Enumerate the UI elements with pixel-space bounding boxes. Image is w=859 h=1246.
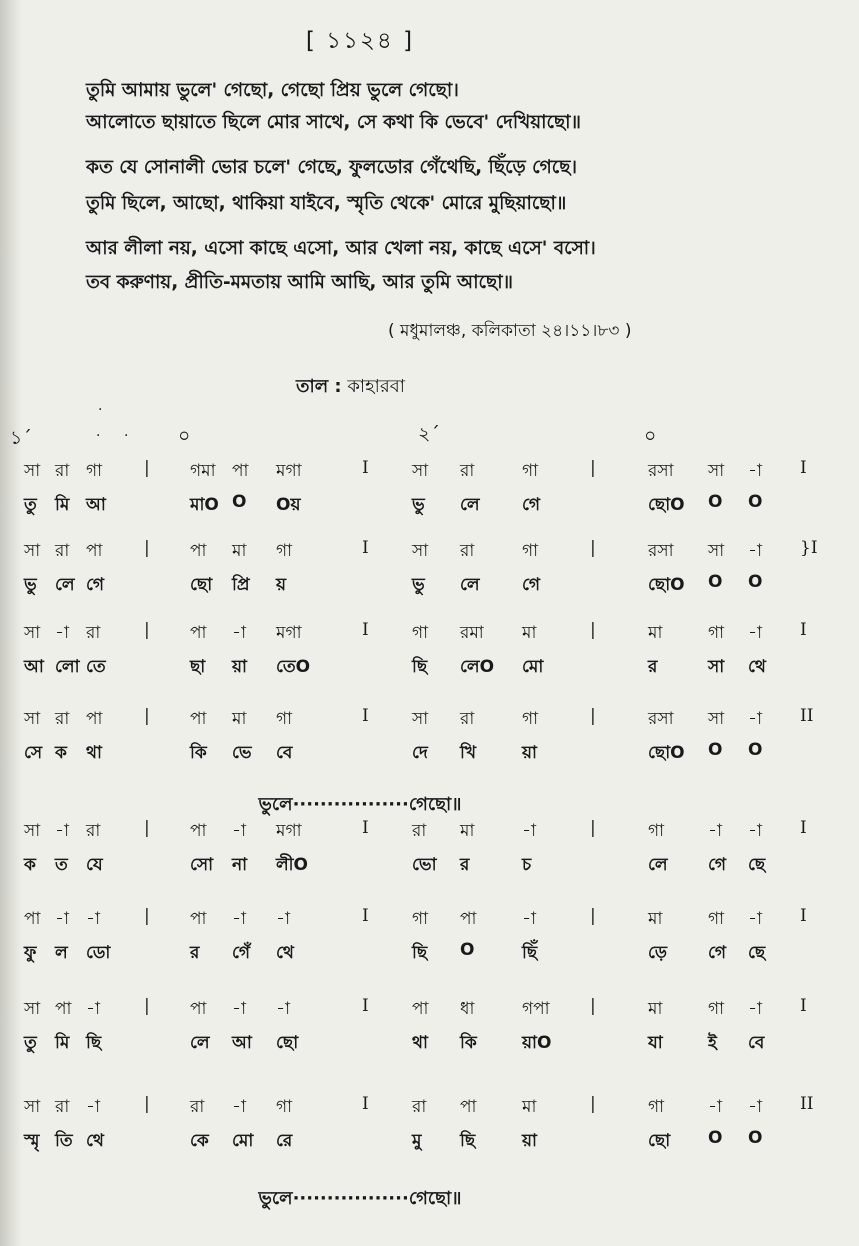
lyric-syllable: মি [55,1033,70,1053]
note: -া [748,1097,762,1117]
lyric-syllable: সা [708,657,725,677]
lyric-syllable: র [460,855,470,875]
lyric-syllable: লে [648,855,668,875]
note: পা [24,909,41,929]
note: রা [55,1097,70,1117]
lyric-syllable: থা [412,1033,428,1053]
lyric-syllable: লো [55,657,80,677]
lyric-syllable: আ [86,495,106,515]
bar-separator: | [590,538,596,558]
note: গা [522,541,539,561]
note: মা [232,541,247,561]
lyric-syllable: ল [55,943,68,963]
verse-line: তুমি ছিলে, আছো, থাকিয়া যাইবে, স্মৃতি থেকে' মোরে মুছিয়াছো॥ [86,193,567,214]
note: গা [412,623,429,643]
section-separator: I [362,458,369,478]
note: সা [412,709,429,729]
section-separator: I [362,1094,369,1114]
notation-row [0,538,859,568]
verse-line: তুমি আমায় ভুলে' গেছো, গেছো প্রিয় ভুলে গেছো। [86,80,459,101]
note: মা [522,1097,537,1117]
note: রা [55,541,70,561]
lyric-syllable: O [748,572,763,592]
note: গপা [522,999,550,1019]
note: -া [232,821,246,841]
lyric-syllable: থে [276,943,294,963]
notation-row [0,818,859,848]
note: সা [24,623,41,643]
section-separator: I [800,906,807,926]
note: পা [460,909,477,929]
note: রা [412,1097,427,1117]
note: পা [232,461,249,481]
lyric-syllable: র [190,943,200,963]
note: -া [748,623,762,643]
bar-separator: | [144,996,150,1016]
note: গা [708,999,725,1019]
section-separator: I [362,620,369,640]
note: রা [460,541,475,561]
note: গা [412,909,429,929]
lyric-syllable: ক [24,855,36,875]
lyric-syllable: ই [708,1033,717,1053]
section-separator: I [362,996,369,1016]
note: সা [708,461,725,481]
lyric-syllable: O [748,740,763,760]
note: -া [276,909,290,929]
note: পা [190,909,207,929]
lyric-syllable: O [708,492,723,512]
bar-separator: | [144,706,150,726]
verse-line: তব করুণায়, প্রীতি-মমতায় আমি আছি, আর তুমি আছো॥ [86,272,514,293]
beat-marker: ১´ [10,427,32,449]
end-marker: II [800,706,814,726]
section-separator: I [362,538,369,558]
lyric-syllable: লেO [460,657,495,677]
lyric-syllable: থে [86,1131,104,1151]
lyric-syllable: লে [55,575,75,595]
lyric-syllable: O [748,492,763,512]
lyric-syllable: মি [55,495,70,515]
lyric-syllable: প্রি [232,575,250,595]
note: পা [412,999,429,1019]
note: -া [55,821,69,841]
note: -া [748,541,762,561]
lyric-syllable: ফু [24,943,37,963]
lyric-syllable: তে [86,657,106,677]
lyric-syllable: লীO [276,855,308,875]
lyric-syllable: ছে [748,855,766,875]
verse-line: আলোতে ছায়াতে ছিলে মোর সাথে, সে কথা কি ভেবে' দেখিয়াছো॥ [86,112,582,133]
note: গা [648,821,665,841]
note: রা [55,709,70,729]
lyric-syllable: যা [648,1033,663,1053]
note: -া [748,709,762,729]
verse-line: আর লীলা নয়, এসো কাছে এসো, আর খেলা নয়, কাছে এসে' বসো। [86,238,596,259]
note: -া [86,999,100,1019]
note: মা [648,909,663,929]
lyric-syllable: তি [55,1131,73,1151]
bar-separator: | [144,620,150,640]
lyric-syllable: কি [190,743,207,763]
note: মা [648,999,663,1019]
note: -া [522,821,536,841]
lyric-syllable: লে [190,1033,210,1053]
lyric-syllable: আ [232,1033,252,1053]
dot-mark: · [124,428,129,444]
note: পা [460,1097,477,1117]
note: মা [522,623,537,643]
section-separator: I [800,996,807,1016]
lyric-syllable: ছোO [648,575,685,595]
lyric-syllable: O [748,1128,763,1148]
notation-row [0,458,859,488]
section-separator: I [362,706,369,726]
lyric-syllable: র [648,657,658,677]
note: গা [708,909,725,929]
lyric-syllable: ছো [276,1033,299,1053]
lyric-syllable: O [232,492,247,512]
notation-row [0,906,859,936]
lyric-syllable: মাO [190,495,219,515]
beat-marker: ০ [644,425,657,447]
lyric-syllable: মো [522,657,544,677]
lyric-syllable: O [708,1128,723,1148]
lyric-syllable: থে [748,657,766,677]
note: পা [190,623,207,643]
bar-separator: | [590,620,596,640]
note: রা [55,461,70,481]
lyric-syllable: মু [412,1131,422,1151]
note: সা [24,999,41,1019]
repeat-marker: }I [800,538,818,558]
lyric-syllable: ছি [412,943,428,963]
beat-marker: ০ [178,425,191,447]
lyric-syllable: গে [708,943,727,963]
note: গা [276,541,293,561]
lyric-syllable: তু [24,1033,37,1053]
note: সা [24,709,41,729]
lyric-syllable: কি [460,1033,477,1053]
section-separator: I [362,906,369,926]
note: পা [86,541,103,561]
note: সা [24,541,41,561]
lyrics-row [0,492,859,522]
lyric-syllable: স্মৃ [24,1131,40,1151]
lyric-syllable: ক [55,743,67,763]
lyric-syllable: তু [24,495,37,515]
lyric-syllable: থা [86,743,102,763]
lyric-syllable: খি [460,743,477,763]
lyric-syllable: O [708,572,723,592]
note: -া [55,623,69,643]
note: রা [86,623,101,643]
beat-marker: ২´ [418,423,440,445]
lyric-syllable: গেঁ [232,943,251,963]
lyric-syllable: কে [190,1131,209,1151]
lyric-syllable: গে [522,495,541,515]
note: গা [648,1097,665,1117]
bar-separator: | [590,996,596,1016]
note: গা [708,623,725,643]
verse-line: কত যে সোনালী ভোর চলে' গেছে, ফুলডোর গেঁথেছি, ছিঁড়ে গেছে। [86,157,578,178]
lyric-syllable: ছা [190,657,206,677]
lyric-syllable: য়া [232,657,247,677]
lyric-syllable: মো [232,1131,254,1151]
note: মা [232,709,247,729]
lyric-syllable: য়া [522,1131,537,1151]
lyric-syllable: ছে [748,943,766,963]
note: পা [190,709,207,729]
lyric-syllable: ছো [648,1131,671,1151]
note: রা [86,821,101,841]
note: সা [24,821,41,841]
note: -া [232,999,246,1019]
note: রমা [460,623,484,643]
lyric-syllable: ছিঁ [522,943,538,963]
bar-separator: | [144,906,150,926]
section-separator: I [800,818,807,838]
lyric-syllable: ছি [412,657,428,677]
lyric-syllable: O [460,940,475,960]
note: -া [232,1097,246,1117]
bar-separator: | [590,458,596,478]
lyric-syllable: সো [190,855,214,875]
composition-signature: ( মধুমালঞ্চ, কলিকাতা ২৪।১১।৮৩ ) [388,321,632,341]
note: রা [460,709,475,729]
note: রা [190,1097,205,1117]
bar-separator: | [144,1094,150,1114]
note: সা [24,1097,41,1117]
lyrics-row [0,572,859,602]
section-separator: I [362,818,369,838]
note: -া [55,909,69,929]
page-number: [ ১১২৪ ] [305,28,415,54]
lyric-syllable: সে [24,743,43,763]
note: পা [190,821,207,841]
note: -া [748,461,762,481]
lyric-syllable: ত [55,855,68,875]
lyric-syllable: ভে [232,743,252,763]
lyric-syllable: ভু [24,575,37,595]
note: গা [276,709,293,729]
note: পা [190,541,207,561]
note: রসা [648,709,674,729]
note: -া [748,999,762,1019]
lyric-syllable: ছি [460,1131,476,1151]
lyric-syllable: য় [276,575,287,595]
lyric-syllable: গে [708,855,727,875]
lyric-syllable: ছোO [648,743,685,763]
note: গা [522,461,539,481]
lyrics-row [0,940,859,970]
dot-mark: · [98,402,103,418]
bar-separator: | [590,818,596,838]
tala-label: তাল : [296,376,342,397]
bar-separator: | [144,818,150,838]
note: পা [190,999,207,1019]
notation-row [0,1094,859,1124]
notation-row [0,996,859,1026]
note: -া [708,821,722,841]
lyric-syllable: রে [276,1131,293,1151]
section-separator: I [800,620,807,640]
lyric-syllable: ভু [412,495,425,515]
note: রসা [648,541,674,561]
note: সা [24,461,41,481]
lyric-syllable: চ [522,855,532,875]
note: -া [232,623,246,643]
lyric-syllable: যে [86,855,103,875]
notation-row [0,620,859,650]
lyrics-row [0,740,859,770]
bar-separator: | [590,706,596,726]
note: -া [276,999,290,1019]
note: মগা [276,623,302,643]
lyric-syllable: ছোO [648,495,685,515]
tala-value: কাহারবা [347,376,405,397]
note: ধা [460,999,475,1019]
note: -া [522,909,536,929]
lyric-syllable: Oয় [276,495,301,515]
note: গমা [190,461,216,481]
note: গা [86,461,103,481]
dot-mark: · [96,428,101,444]
lyric-syllable: য়াO [522,1033,552,1053]
note: পা [55,999,72,1019]
refrain-marker: ভুলে·················গেছো॥ [258,794,462,815]
lyric-syllable: লে [460,575,480,595]
refrain-marker: ভুলে·················গেছো॥ [258,1188,462,1209]
bar-separator: | [144,458,150,478]
tala-heading [296,372,405,403]
lyric-syllable: ছি [86,1033,102,1053]
lyric-syllable: ভো [412,855,437,875]
note: -া [708,1097,722,1117]
lyric-syllable: য়া [522,743,537,763]
lyrics-row [0,1128,859,1158]
note: -া [748,909,762,929]
note: মগা [276,461,302,481]
lyric-syllable: ভু [412,575,425,595]
lyrics-row [0,1030,859,1060]
lyric-syllable: লে [460,495,480,515]
note: -া [86,1097,100,1117]
notation-row [0,706,859,736]
note: -া [748,821,762,841]
note: গা [522,709,539,729]
lyric-syllable: ডো [86,943,111,963]
lyric-syllable: O [708,740,723,760]
lyrics-row [0,852,859,882]
bar-separator: | [144,538,150,558]
note: রা [460,461,475,481]
note: সা [708,709,725,729]
bar-separator: | [590,1094,596,1114]
bar-separator: | [590,906,596,926]
lyric-syllable: ড়ে [648,943,668,963]
lyric-syllable: গে [86,575,105,595]
lyric-syllable: গে [522,575,541,595]
lyric-syllable: না [232,855,248,875]
note: রসা [648,461,674,481]
note: মা [460,821,475,841]
lyric-syllable: আ [24,657,44,677]
lyric-syllable: বে [276,743,293,763]
note: রা [412,821,427,841]
lyric-syllable: ছো [190,575,213,595]
note: সা [412,461,429,481]
note: -া [232,909,246,929]
section-separator: I [800,458,807,478]
lyric-syllable: তেO [276,657,311,677]
note: সা [412,541,429,561]
note: মগা [276,821,302,841]
note: -া [86,909,100,929]
note: গা [276,1097,293,1117]
note: সা [708,541,725,561]
lyric-syllable: বে [748,1033,765,1053]
note: পা [86,709,103,729]
lyric-syllable: দে [412,743,428,763]
end-marker: II [800,1094,814,1114]
lyrics-row [0,654,859,684]
note: মা [648,623,663,643]
